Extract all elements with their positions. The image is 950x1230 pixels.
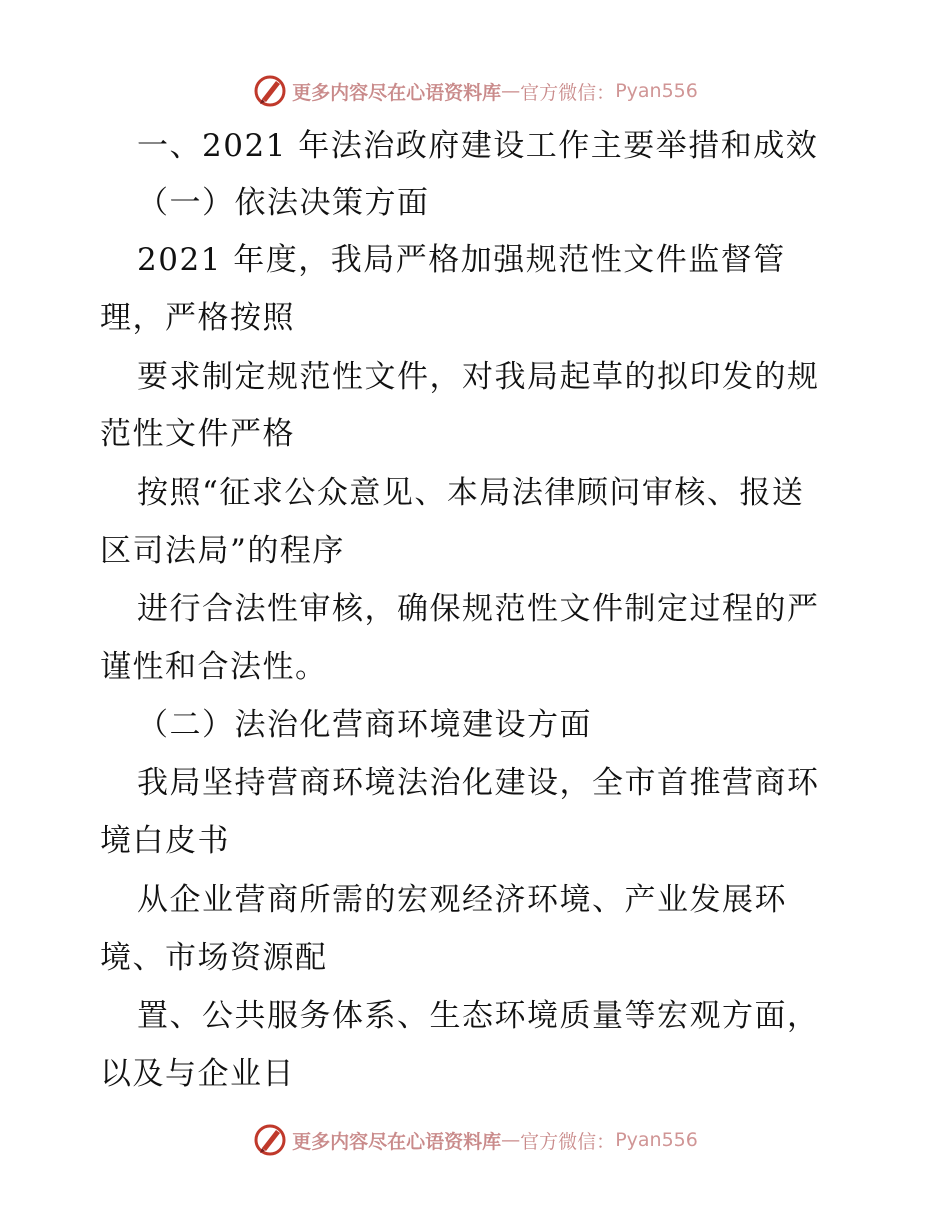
paragraph-line: 按照“征求公众意见、本局法律顾问审核、报送	[137, 475, 805, 511]
paragraph-line: 从企业营商所需的宏观经济环境、产业发展环	[137, 882, 787, 918]
paragraph-line: 进行合法性审核，确保规范性文件制定过程的严	[137, 591, 820, 627]
watermark-main-text: 更多内容尽在心语资料库	[292, 81, 502, 104]
watermark-id: Pyan556	[615, 80, 698, 102]
paragraph-line: 区司法局”的程序	[100, 533, 345, 569]
paragraph-line: 置、公共服务体系、生态环境质量等宏观方面，	[137, 998, 820, 1034]
paragraph-line: 范性文件严格	[100, 416, 295, 452]
pen-circle-logo-icon	[252, 1122, 288, 1158]
paragraph-line: 我局坚持营商环境法治化建设，全市首推营商环	[137, 765, 820, 801]
subheading-1: （一）依法决策方面	[137, 185, 430, 221]
paragraph-line: 境、市场资源配	[100, 940, 328, 976]
paragraph-line: 境白皮书	[100, 823, 230, 859]
paragraph-line: 2021 年度，我局严格加强规范性文件监督管	[137, 242, 786, 278]
footer-watermark	[0, 1120, 950, 1160]
paragraph-line: 要求制定规范性文件，对我局起草的拟印发的规	[137, 359, 820, 395]
subheading-2: （二）法治化营商环境建设方面	[137, 707, 592, 743]
watermark-label: 官方微信：	[520, 81, 616, 104]
watermark-dash: —	[501, 1129, 521, 1151]
paragraph-line: 理，严格按照	[100, 300, 295, 336]
header-watermark	[0, 71, 950, 111]
watermark-id: Pyan556	[615, 1129, 698, 1151]
watermark-main-text: 更多内容尽在心语资料库	[292, 1130, 502, 1153]
watermark-label: 官方微信：	[520, 1130, 616, 1153]
paragraph-line: 谨性和合法性。	[100, 649, 328, 685]
heading-section-1: 一、2021 年法治政府建设工作主要举措和成效	[137, 128, 819, 164]
watermark-dash: —	[501, 80, 521, 102]
pen-circle-logo-icon	[252, 73, 288, 109]
paragraph-line: 以及与企业日	[100, 1056, 295, 1092]
